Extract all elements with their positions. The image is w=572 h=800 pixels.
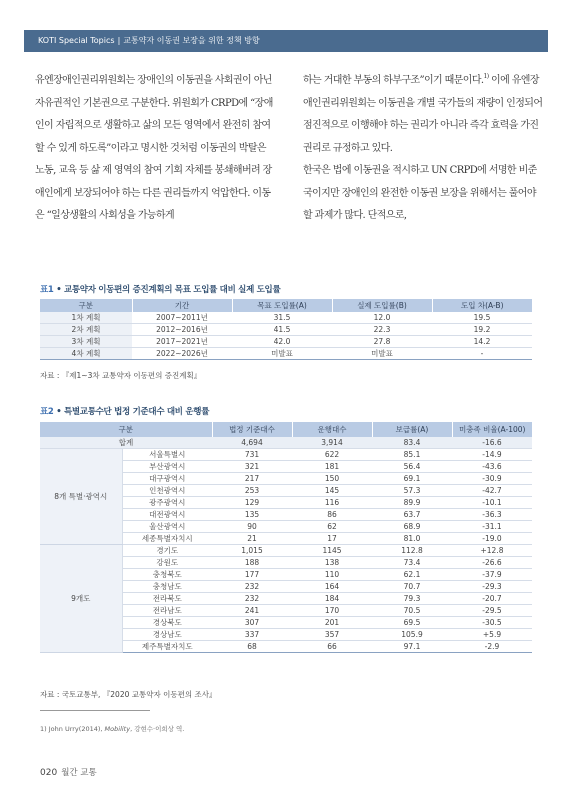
table2-header: 보급률(A) bbox=[372, 422, 452, 437]
table-cell: 188 bbox=[212, 557, 292, 569]
table-cell: 79.3 bbox=[372, 593, 452, 605]
table-cell: 2022~2026년 bbox=[132, 348, 232, 360]
group-label: 8개 특별·광역시 bbox=[40, 449, 122, 545]
table-cell: 전라북도 bbox=[122, 593, 212, 605]
table-row bbox=[40, 545, 532, 557]
section-title: 교통약자 이동권 보장을 위한 정책 방향 bbox=[123, 36, 260, 45]
table-cell: 1차 계획 bbox=[40, 312, 132, 324]
table-row bbox=[40, 348, 532, 360]
table-cell: 서울특별시 bbox=[122, 449, 212, 461]
table-cell: 미발표 bbox=[332, 348, 432, 360]
table-cell: 241 bbox=[212, 605, 292, 617]
table-cell: 2007~2011년 bbox=[132, 312, 232, 324]
table2 bbox=[40, 422, 532, 653]
table-cell: 19.2 bbox=[432, 324, 532, 336]
table1-header: 실제 도입률(B) bbox=[332, 299, 432, 312]
table-cell: 164 bbox=[292, 581, 372, 593]
table-cell: -10.1 bbox=[452, 497, 532, 509]
table-cell: 31.5 bbox=[232, 312, 332, 324]
table-cell: 232 bbox=[212, 593, 292, 605]
table1-header: 목표 도입률(A) bbox=[232, 299, 332, 312]
table-row bbox=[40, 312, 532, 324]
table-cell: 1,015 bbox=[212, 545, 292, 557]
table-cell: 201 bbox=[292, 617, 372, 629]
right-paragraph-1-cont: 이에 유엔장애인권리위원회는 이동권을 개별 국가들의 재량이 인정되어 점진적으로 이행해야 하는 권리가 아니라 즉각 효력을 가진 권리로 규정하고 있다. bbox=[303, 75, 543, 154]
table-cell: -20.7 bbox=[452, 593, 532, 605]
table-cell: 83.4 bbox=[372, 437, 452, 449]
table-cell: 170 bbox=[292, 605, 372, 617]
table-cell: 177 bbox=[212, 569, 292, 581]
table2-header: 운행대수 bbox=[292, 422, 372, 437]
table2-header: 미충족 비율(A-100) bbox=[452, 422, 532, 437]
table-cell: 1145 bbox=[292, 545, 372, 557]
table-cell: 광주광역시 bbox=[122, 497, 212, 509]
table-cell: 184 bbox=[292, 593, 372, 605]
table-cell: -14.9 bbox=[452, 449, 532, 461]
table-cell: 217 bbox=[212, 473, 292, 485]
table-row bbox=[40, 449, 532, 461]
table-row bbox=[40, 336, 532, 348]
table-cell: -31.1 bbox=[452, 521, 532, 533]
table-cell: 41.5 bbox=[232, 324, 332, 336]
table-cell: 138 bbox=[292, 557, 372, 569]
right-paragraph-1 bbox=[303, 70, 545, 160]
left-column bbox=[35, 70, 277, 228]
footnote-divider bbox=[40, 710, 150, 711]
body-text bbox=[35, 70, 545, 228]
table-cell: 731 bbox=[212, 449, 292, 461]
table-cell: 321 bbox=[212, 461, 292, 473]
table-cell: 4,694 bbox=[212, 437, 292, 449]
table1-caption: 표1 • 교통약자 이동편의 증진계획의 목표 도입률 대비 실제 도입률 bbox=[40, 285, 281, 295]
table-cell: 253 bbox=[212, 485, 292, 497]
table-cell: 89.9 bbox=[372, 497, 452, 509]
total-row bbox=[40, 437, 532, 449]
table-cell: 경기도 bbox=[122, 545, 212, 557]
footnote-number: 1) bbox=[40, 725, 47, 733]
table-cell: 대전광역시 bbox=[122, 509, 212, 521]
table-cell: 63.7 bbox=[372, 509, 452, 521]
table-cell: 110 bbox=[292, 569, 372, 581]
group-label: 9개도 bbox=[40, 545, 122, 653]
table-cell: 21 bbox=[212, 533, 292, 545]
table-cell: 대구광역시 bbox=[122, 473, 212, 485]
table-cell: 강원도 bbox=[122, 557, 212, 569]
table-cell: 42.0 bbox=[232, 336, 332, 348]
table2-header-row bbox=[40, 422, 532, 437]
table-cell: 3차 계획 bbox=[40, 336, 132, 348]
table-cell: 충청남도 bbox=[122, 581, 212, 593]
table-cell: 2017~2021년 bbox=[132, 336, 232, 348]
table-cell: 70.5 bbox=[372, 605, 452, 617]
table-cell: 232 bbox=[212, 581, 292, 593]
table1-label: 표1 bbox=[40, 285, 54, 295]
table1 bbox=[40, 299, 532, 360]
table2-header: 법정 기준대수 bbox=[212, 422, 292, 437]
table-cell: 제주특별자치도 bbox=[122, 641, 212, 653]
table-cell: 미발표 bbox=[232, 348, 332, 360]
table-cell: 경상남도 bbox=[122, 629, 212, 641]
table1-header-row bbox=[40, 299, 532, 312]
table-cell: 357 bbox=[292, 629, 372, 641]
table-cell: -2.9 bbox=[452, 641, 532, 653]
right-paragraph-1-text: 하는 거대한 부동의 하부구조”이기 때문이다. bbox=[303, 75, 484, 86]
table-cell: 307 bbox=[212, 617, 292, 629]
table-cell: -30.9 bbox=[452, 473, 532, 485]
table-cell: -26.6 bbox=[452, 557, 532, 569]
table-cell: 90 bbox=[212, 521, 292, 533]
table-cell: 57.3 bbox=[372, 485, 452, 497]
table-cell: 68 bbox=[212, 641, 292, 653]
table-cell: 112.8 bbox=[372, 545, 452, 557]
table-cell: 19.5 bbox=[432, 312, 532, 324]
table-cell: 135 bbox=[212, 509, 292, 521]
series-name: KOTI Special Topics bbox=[38, 36, 115, 45]
table1-header: 도입 차(A-B) bbox=[432, 299, 532, 312]
table-row bbox=[40, 324, 532, 336]
table-cell: 86 bbox=[292, 509, 372, 521]
table-cell: 2차 계획 bbox=[40, 324, 132, 336]
magazine-name: 월간 교통 bbox=[61, 768, 97, 778]
table-cell: - bbox=[432, 348, 532, 360]
table-cell: 22.3 bbox=[332, 324, 432, 336]
table-cell: 145 bbox=[292, 485, 372, 497]
table-cell: 337 bbox=[212, 629, 292, 641]
page-footer bbox=[40, 766, 97, 778]
table-cell: -37.9 bbox=[452, 569, 532, 581]
footnote-rest: , 강현수·이희상 역. bbox=[130, 725, 185, 733]
table-cell: 73.4 bbox=[372, 557, 452, 569]
table-cell: 4차 계획 bbox=[40, 348, 132, 360]
table-cell: 부산광역시 bbox=[122, 461, 212, 473]
table-cell: 2012~2016년 bbox=[132, 324, 232, 336]
table-cell: 17 bbox=[292, 533, 372, 545]
table-cell: 경상북도 bbox=[122, 617, 212, 629]
table-cell: -43.6 bbox=[452, 461, 532, 473]
table1-header: 기간 bbox=[132, 299, 232, 312]
table-cell: -30.5 bbox=[452, 617, 532, 629]
right-column bbox=[303, 70, 545, 228]
table-cell: 69.1 bbox=[372, 473, 452, 485]
header-separator: | bbox=[117, 36, 121, 45]
table2-header: 구분 bbox=[40, 422, 212, 437]
right-paragraph-2: 한국은 법에 이동권을 적시하고 UN CRPD에 서명한 비준국이지만 장애인의 완전한 이동권 보장을 위해서는 풀어야 할 과제가 많다. 단적으로, bbox=[303, 165, 537, 221]
table2-title: 특별교통수단 법정 기준대수 대비 운행률 bbox=[63, 407, 210, 417]
table-cell: 68.9 bbox=[372, 521, 452, 533]
table-cell: 울산광역시 bbox=[122, 521, 212, 533]
table-cell: 62.1 bbox=[372, 569, 452, 581]
footnote bbox=[40, 724, 184, 733]
table-cell: 97.1 bbox=[372, 641, 452, 653]
table-cell: 전라남도 bbox=[122, 605, 212, 617]
table-cell: 181 bbox=[292, 461, 372, 473]
page-number: 020 bbox=[40, 768, 58, 778]
table1-header: 구분 bbox=[40, 299, 132, 312]
table-cell: -42.7 bbox=[452, 485, 532, 497]
table-cell: 81.0 bbox=[372, 533, 452, 545]
table-cell: 62 bbox=[292, 521, 372, 533]
footnote-author: John Urry(2014), bbox=[48, 725, 103, 733]
table-cell: 충청북도 bbox=[122, 569, 212, 581]
table-cell: 129 bbox=[212, 497, 292, 509]
table-cell: 66 bbox=[292, 641, 372, 653]
table-cell: 3,914 bbox=[292, 437, 372, 449]
table-cell: 합계 bbox=[40, 437, 212, 449]
table-cell: -29.3 bbox=[452, 581, 532, 593]
table-cell: 인천광역시 bbox=[122, 485, 212, 497]
left-paragraph: 유엔장애인권리위원회는 장애인의 이동권을 사회권이 아닌 자유권적인 기본권으로 구분한다. 위원회가 CRPD에 “장애인이 자립적으로 생활하고 삶의 모든 영역에서 완전히 참여할 수 있게 하도록”이라고 명시한 것처럼 이동권의 박탈은 노동, 교육 등 삶 제 영역의 참여 기회 자체를 봉쇄해버려 장애인에게 보장되어야 하는 다른 권리들까지 억압한다. 이동은 “일상생활의 사회성을 가능하게 bbox=[35, 75, 273, 221]
table-cell: -29.5 bbox=[452, 605, 532, 617]
table-cell: 12.0 bbox=[332, 312, 432, 324]
table-cell: 70.7 bbox=[372, 581, 452, 593]
table2-caption: 표2 • 특별교통수단 법정 기준대수 대비 운행률 bbox=[40, 407, 210, 417]
section-header-bar bbox=[24, 30, 548, 52]
table1-source: 자료 : 『제1~3차 교통약자 이동편의 증진계획』 bbox=[40, 371, 202, 380]
table-cell: +12.8 bbox=[452, 545, 532, 557]
table-cell: -19.0 bbox=[452, 533, 532, 545]
footnote-book-title: Mobility bbox=[104, 725, 131, 733]
table2-label: 표2 bbox=[40, 407, 54, 417]
table-cell: 14.2 bbox=[432, 336, 532, 348]
table-cell: 69.5 bbox=[372, 617, 452, 629]
table-cell: 85.1 bbox=[372, 449, 452, 461]
table-cell: 150 bbox=[292, 473, 372, 485]
table-cell: 116 bbox=[292, 497, 372, 509]
table2-source: 자료 : 국토교통부, 『2020 교통약자 이동편의 조사』 bbox=[40, 690, 217, 699]
table1-title: 교통약자 이동편의 증진계획의 목표 도입률 대비 실제 도입률 bbox=[63, 285, 281, 295]
table-cell: 622 bbox=[292, 449, 372, 461]
footnote-ref[interactable]: 1) bbox=[483, 73, 489, 80]
table-cell: 세종특별자치시 bbox=[122, 533, 212, 545]
table-cell: 56.4 bbox=[372, 461, 452, 473]
table-cell: -36.3 bbox=[452, 509, 532, 521]
table-cell: -16.6 bbox=[452, 437, 532, 449]
table-cell: 27.8 bbox=[332, 336, 432, 348]
table-cell: +5.9 bbox=[452, 629, 532, 641]
table-cell: 105.9 bbox=[372, 629, 452, 641]
